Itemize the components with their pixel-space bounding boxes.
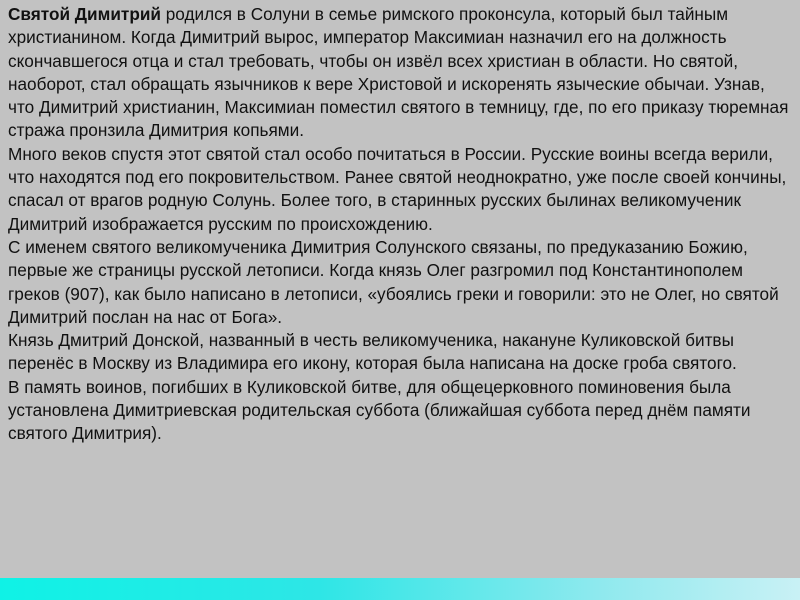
paragraph-5: В память воинов, погибших в Куликовской битве, для общецерковного поминовения была установлена Димитриевская родительская суббота (ближайшая суббота перед днём памяти святого Димитрия).: [8, 376, 751, 444]
body-text: [8, 3, 790, 446]
paragraph-2: Много веков спустя этот святой стал особо почитаться в России. Русские воины всегда верили, что находятся под его покровительством. Ранее святой неоднократно, уже после своей кончины, спасал от врагов родную Солунь. Более того, в старинных русских былинах великомученик Димитрий изображается русским по происхождению.: [8, 143, 787, 234]
paragraph-1: [8, 3, 790, 143]
paragraph-1-text: родился в Солуни в семье римского проконсула, который был тайным христианином. Когда Димитрий вырос, император Максимиан назначил его на должность скончавшегося отца и стал требовать, чтобы он извёл всех христиан в области. Но святой, наоборот, стал обращать язычников к вере Христовой и искоренять языческие обычаи. Узнав, что Димитрий христианин, Максимиан поместил святого в темницу, где, по его приказу тюремная стража пронзила Димитрия копьями.: [8, 4, 789, 141]
paragraph-3: С именем святого великомученика Димитрия Солунского связаны, по предуказанию Божию, первые же страницы русской летописи. Когда князь Олег разгромил под Константинополем греков (907), как было написано в летописи, «убоялись греки и говорили: это не Олег, но святой Димитрий послан на нас от Бога».: [8, 236, 779, 327]
paragraph-4: Князь Дмитрий Донской, названный в честь великомученика, накануне Куликовской битвы перенёс в Москву из Владимира его икону, которая была написана на доске гроба святого.: [8, 330, 737, 374]
saint-name: Святой Димитрий: [8, 4, 161, 24]
